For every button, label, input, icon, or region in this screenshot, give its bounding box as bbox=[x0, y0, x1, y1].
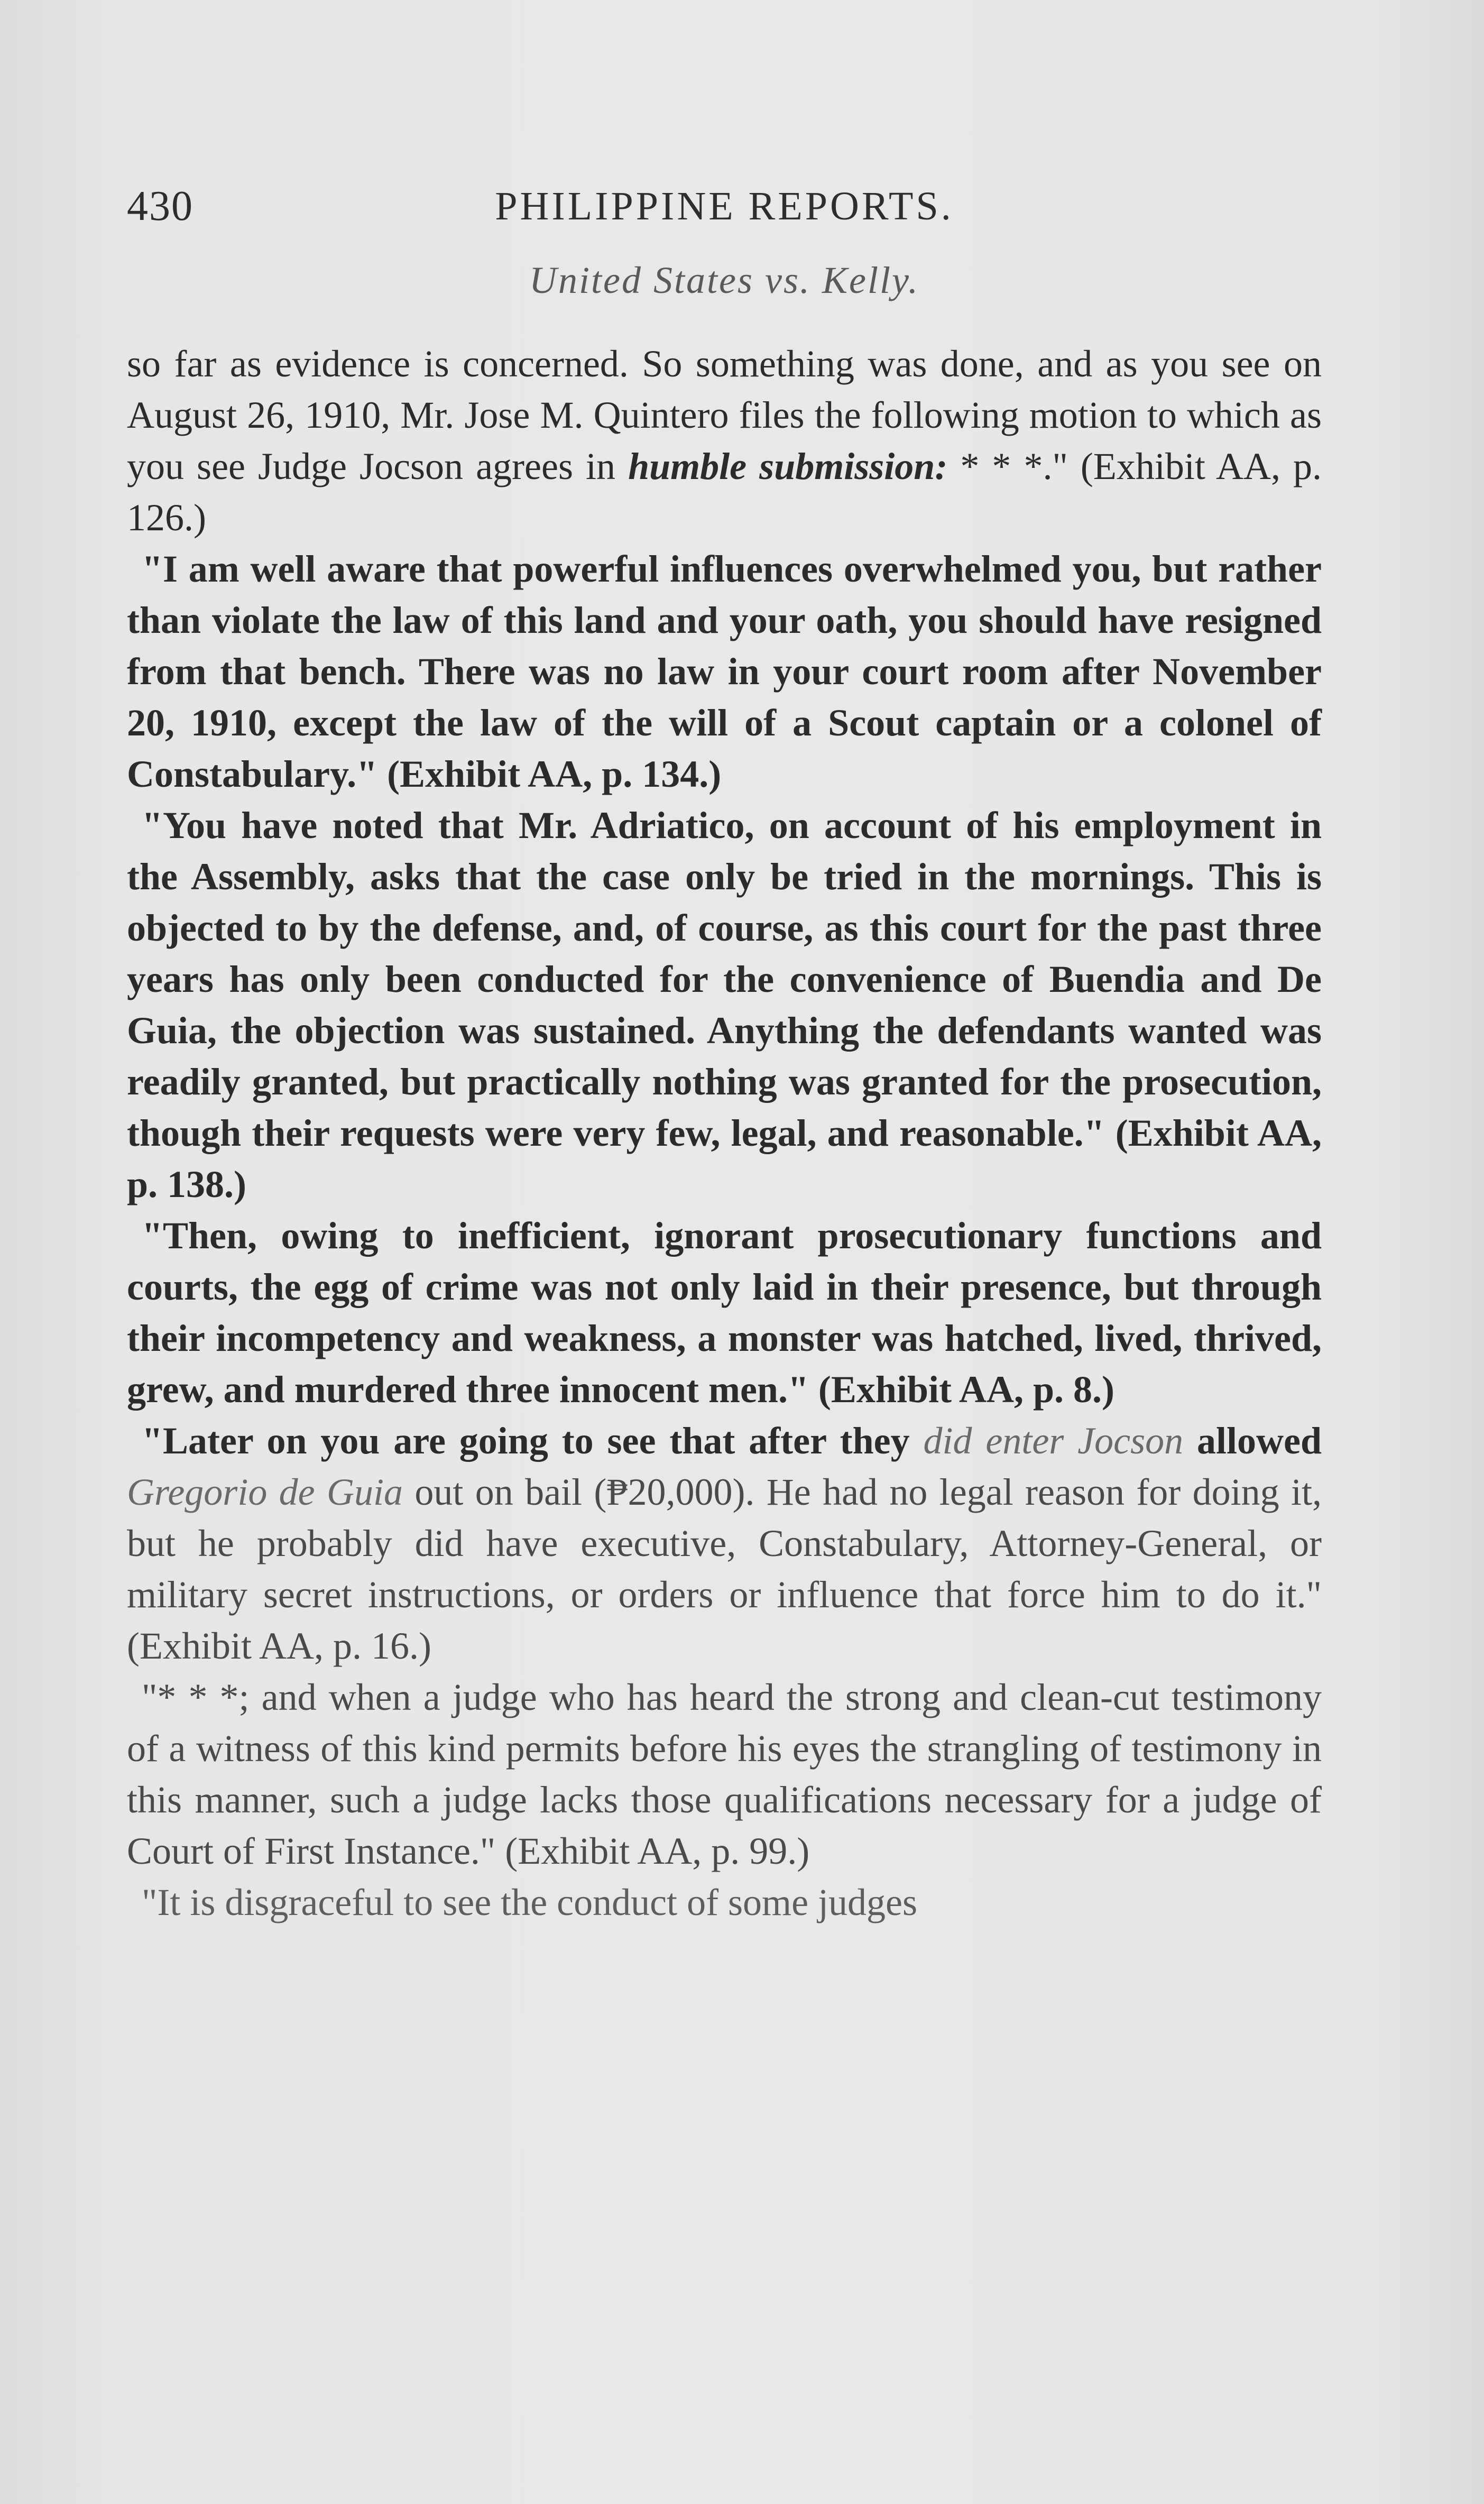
paragraph-3: "You have noted that Mr. Adriatico, on account of his employment in the Assembly, asks that the case only be tried in the mornings. This is objected to by the defense, and, of course, as this court for the past three years has only been conducted for the convenience of Buendia and De Guia, the objection was sustained. Anything the defendants wanted was readily granted, but practically nothing was granted for the prosecution, though their requests were very few, legal, and reasonable." (Exhibit AA, p. 138.) bbox=[127, 804, 1322, 1205]
paragraph-5-text-b: allowed bbox=[1183, 1420, 1322, 1462]
paragraph-5 bbox=[127, 1415, 1322, 1672]
paragraph-1-text-b: * * *." (Exhibit AA, p. 126.) bbox=[127, 445, 1322, 539]
paragraph-6: "* * *; and when a judge who has heard the strong and clean-cut testimony of a witness of this kind permits before his eyes the strangling of testimony in this manner, such a judge lacks those qualifications necessary for a judge of Court of First Instance." (Exhibit AA, p. 99.) bbox=[127, 1676, 1322, 1872]
paragraph-5-italic-2: Gregorio de Guia bbox=[127, 1471, 403, 1513]
page-header bbox=[127, 174, 1322, 238]
body-text bbox=[127, 338, 1322, 1928]
paragraph-5-text-a: "Later on you are going to see that after they bbox=[142, 1420, 924, 1462]
paragraph-1-text-a: so far as evidence is concerned. So something was done, and as you see on August 26, 1910, Mr. Jose M. Quintero files the following motion to which as you see Judge Jocson agrees in bbox=[127, 343, 1322, 487]
paragraph-5-italic-1: did enter Jocson bbox=[923, 1420, 1184, 1462]
paragraph-1-italic: humble submission: bbox=[628, 445, 948, 487]
paragraph-5-text-c: out on bail (₱20,000). He had no legal reason for doing it, but he probably did have executive, Constabulary, Attorney-General, or military secret instructions, or orders or influence that force him to do it." (Exhibit AA, p. 16.) bbox=[127, 1471, 1322, 1667]
paragraph-2: "I am well aware that powerful influences overwhelmed you, but rather than violate the law of this land and your oath, you should have resigned from that bench. There was no law in your court room after November 20, 1910, except the law of the will of a Scout captain or a colonel of Constabulary." (Exhibit AA, p. 134.) bbox=[127, 548, 1322, 795]
page-number: 430 bbox=[127, 183, 193, 229]
paragraph-4: "Then, owing to inefficient, ignorant prosecutionary functions and courts, the egg of crime was not only laid in their presence, but through their incompetency and weakness, a monster was hatched, lived, thrived, grew, and murdered three innocent men." (Exhibit AA, p. 8.) bbox=[127, 1214, 1322, 1411]
paragraph-7: "It is disgraceful to see the conduct of some judges bbox=[142, 1881, 917, 1923]
case-title: United States vs. Kelly. bbox=[529, 259, 919, 301]
paragraph-1 bbox=[127, 338, 1322, 544]
running-title: PHILIPPINE REPORTS. bbox=[495, 184, 954, 228]
